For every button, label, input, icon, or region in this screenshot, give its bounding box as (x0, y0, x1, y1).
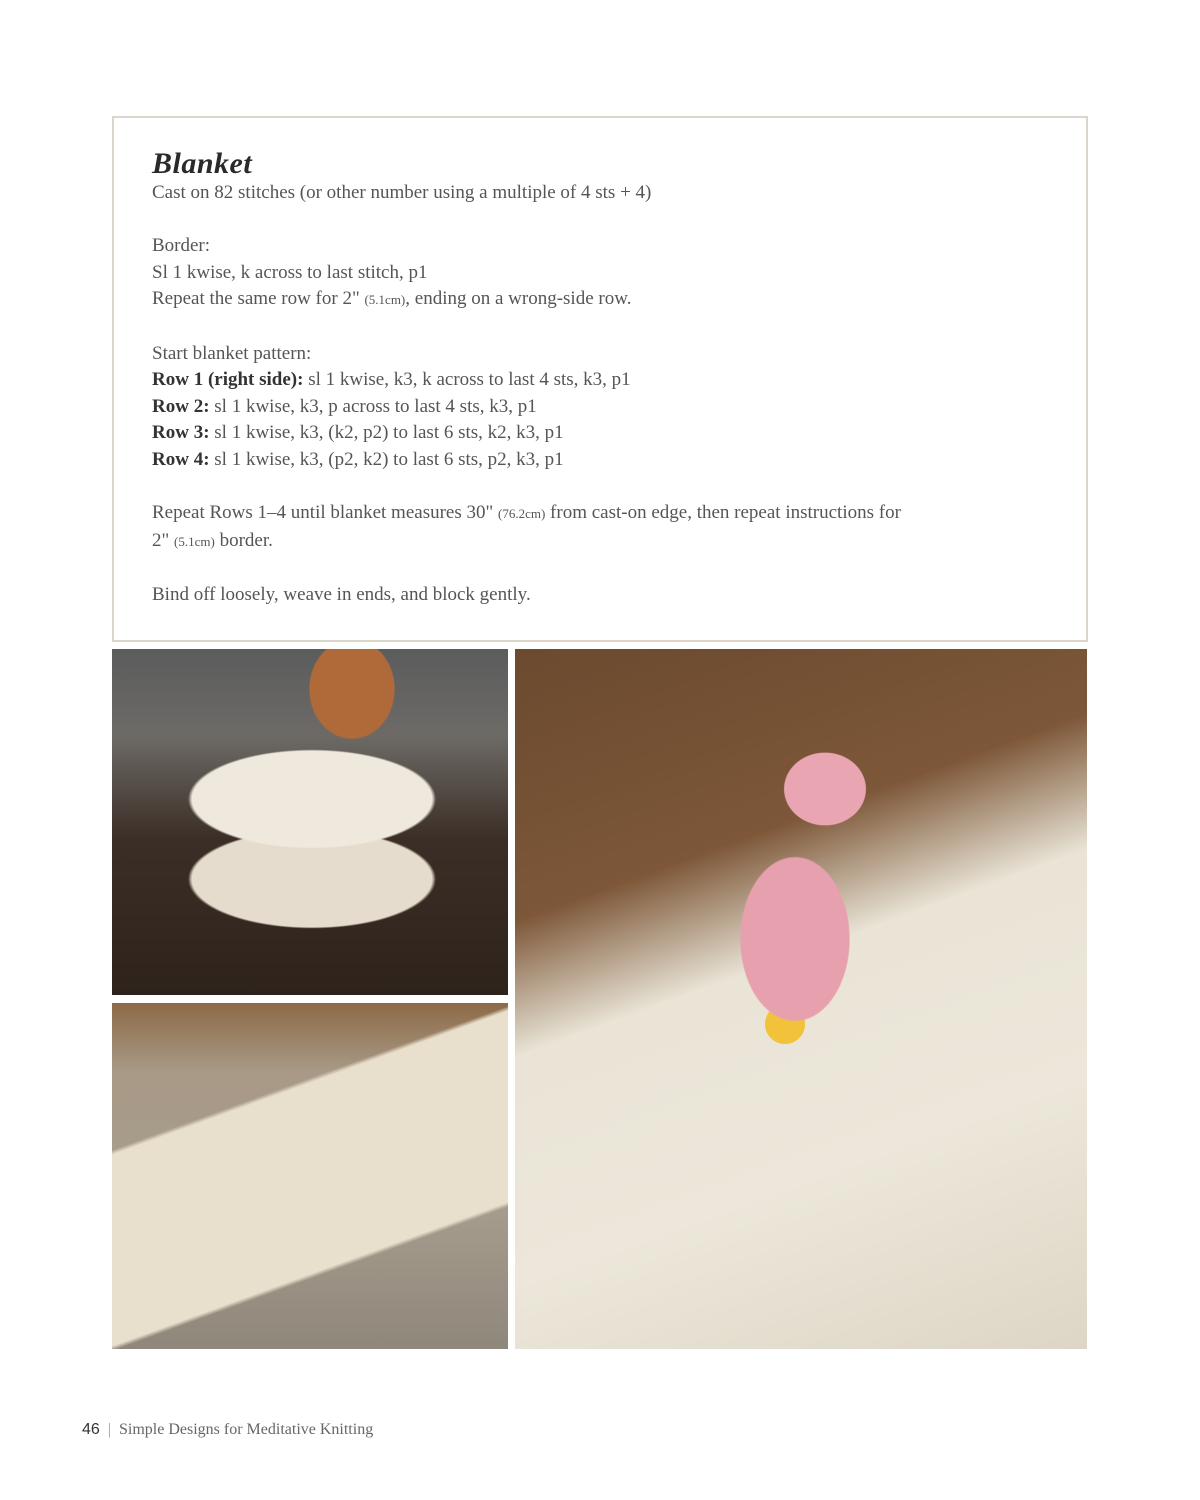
row-text: sl 1 kwise, k3, k across to last 4 sts, k3, p1 (303, 369, 631, 391)
pattern-row (152, 447, 1052, 474)
text: 2" (152, 529, 175, 551)
text: border. (214, 529, 273, 551)
cast-on-line: Cast on 82 stitches (or other number using a multiple of 4 sts + 4) (152, 182, 652, 203)
page-footer (82, 1421, 373, 1439)
blanket-on-sofa-photo (112, 1003, 508, 1349)
footer-separator: | (107, 1421, 111, 1438)
border-line: Sl 1 kwise, k across to last stitch, p1 (152, 261, 428, 283)
row-text: sl 1 kwise, k3, (k2, p2) to last 6 sts, k2, k3, p1 (209, 422, 564, 444)
text: from cast-on edge, then repeat instructions for (545, 502, 901, 524)
book-title: Simple Designs for Meditative Knitting (119, 1421, 374, 1438)
row-text: sl 1 kwise, k3, p across to last 4 sts, k3, p1 (209, 395, 537, 417)
pattern-heading: Start blanket pattern: (152, 342, 312, 364)
border-heading: Border: (152, 235, 211, 257)
bunny-on-blanket-photo (515, 649, 1087, 1349)
metric: (5.1cm) (364, 292, 406, 308)
text: , ending on a wrong-side row. (405, 288, 632, 310)
row-label: Row 1 (right side): (152, 369, 304, 391)
pattern-text (152, 146, 1052, 609)
pattern-row (152, 394, 1052, 421)
metric: (76.2cm) (498, 506, 546, 522)
row-label: Row 3: (152, 422, 210, 444)
page-number: 46 (82, 1421, 100, 1438)
pattern-box (112, 116, 1088, 642)
pattern-title: Blanket (152, 147, 253, 180)
pattern-row (152, 420, 1052, 447)
repeat-instructions (152, 500, 1052, 555)
finishing-line: Bind off loosely, weave in ends, and block gently. (152, 583, 531, 605)
text: Repeat the same row for 2" (152, 288, 365, 310)
folded-blanket-photo (112, 649, 508, 995)
row-label: Row 2: (152, 395, 210, 417)
pattern-row (152, 367, 1052, 394)
border-repeat-line (152, 286, 1052, 314)
metric: (5.1cm) (174, 533, 215, 549)
text: Repeat Rows 1–4 until blanket measures 30" (152, 502, 498, 524)
row-text: sl 1 kwise, k3, (p2, k2) to last 6 sts, p2, k3, p1 (209, 448, 564, 470)
row-label: Row 4: (152, 448, 210, 470)
